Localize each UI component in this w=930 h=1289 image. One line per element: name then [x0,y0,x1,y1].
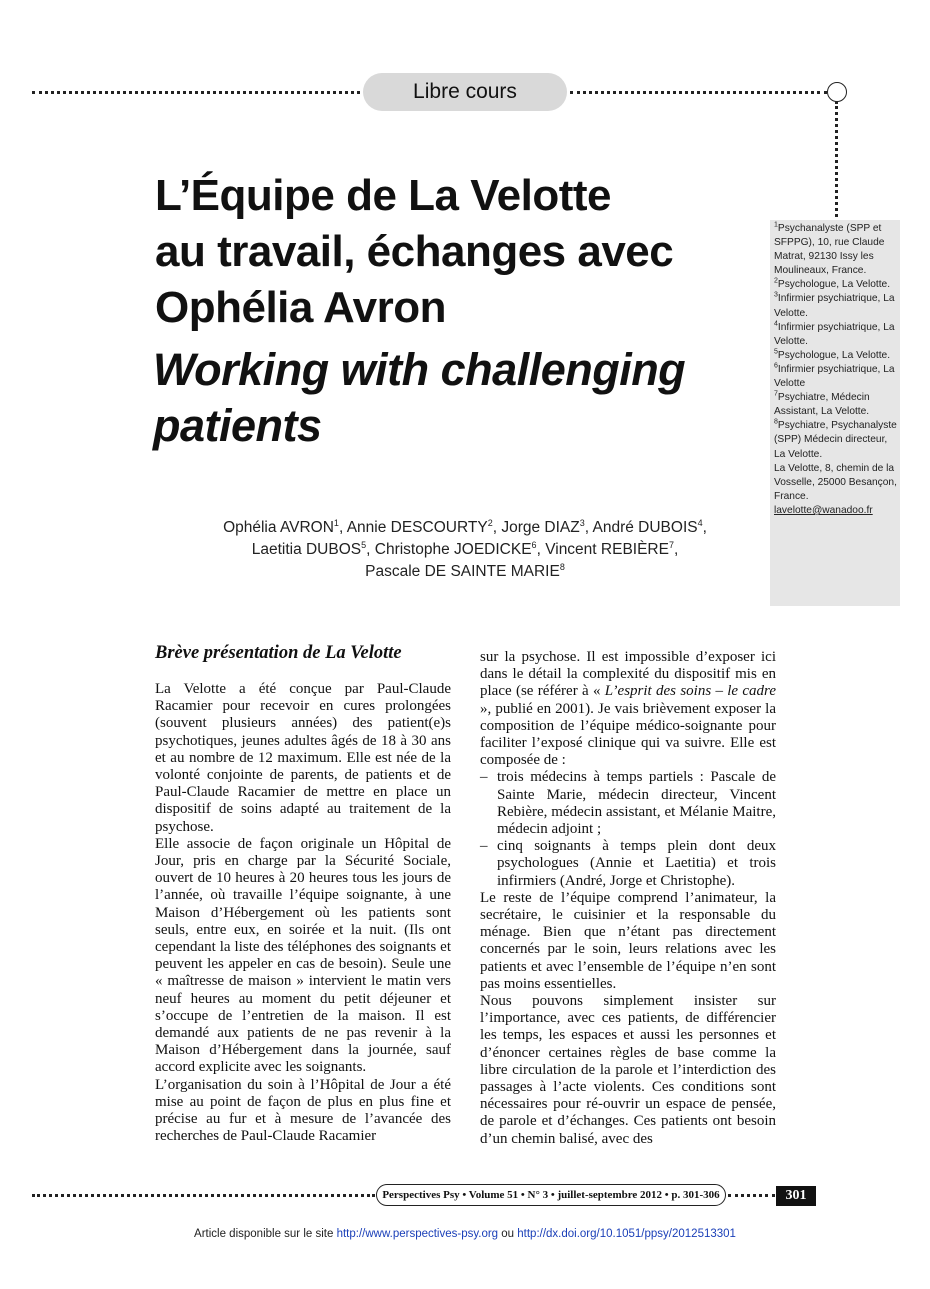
author-sup: 4 [697,517,703,528]
author-name: André DUBOIS [592,519,698,536]
header-rule-right [570,91,827,94]
availability-note: Article disponible sur le site http://www.perspectives-psy.org ou http://dx.doi.org/10.1051/ppsy/2012513301 [194,1228,736,1240]
affiliation-item: $^6$Infirmier psychiatrique, La Velotte [774,362,895,390]
affiliation-item: $^5$Psychologue, La Velotte. [774,348,891,361]
list-item: – cinq soignants à temps plein dont deux psychologues (Annie et Laetitia) et trois infirmiers (André, Jorge et Christophe). [480,838,776,890]
body-paragraph: La Velotte a été conçue par Paul-Claude Racamier pour recevoir en cures prolongées (souvent plusieurs années) des patient(e)s psychotiques, jeunes adultes âgés de 18 à 30 ans et au nombre de 12 maximum. Elle est née de la volonté conjointe de parents, de patients et de Paul-Claude Racamier de mettre en place un dispositif de soins adapté au traitement de la psychose. [155,681,451,835]
title-line: Ophélia Avron [155,283,446,332]
footer-rule-left [32,1194,375,1197]
author-sup: 8 [559,561,565,572]
side-rule-vertical [835,101,838,217]
affiliation-item: $^3$Infirmier psychiatrique, La Velotte. [774,292,895,319]
affiliation-item: $^2$Psychologue, La Velotte. [774,277,891,291]
staff-list [480,769,776,889]
author-sup: 2 [487,517,493,528]
affiliations-sidebar [770,220,900,606]
journal-site-link[interactable]: http://www.perspectives-psy.org [336,1228,499,1240]
affiliation-item: $^7$Psychiatre, Médecin Assistant, La Velotte. [774,390,870,418]
email-link[interactable]: lavelotte@wanadoo.fr [774,504,873,516]
author-name: Ophélia AVRON [223,519,334,536]
affiliation-item: $^1$Psychanalyste (SPP et SFPPG), 10, rue Claude Matrat, 92130 Issy les Moulineaux, France. [774,221,885,277]
section-heading: Brève présentation de La Velotte [155,643,402,663]
text-column-right [480,649,776,1148]
body-paragraph: Elle associe de façon originale un Hôpital de Jour, pris en charge par la Sécurité Sociale, ouvert de 10 heures à 20 heures tous les jours de l’année, où travaille l’équipe soignante, à une Maison d’Hébergement où les patients sont seuls, entre eux, en soirée et la nuit. (Ils ont cependant la liste des téléphones des soignants et peuvent les appeler en cas de besoin). Seule une « maîtresse de maison » intervient le matin vers neuf heures au moment du petit déjeuner et s’occupe de l’entretien de la maison. Il est demandé aux patients de ne pas revenir à la Maison d’Hébergement dans la journée, sauf accord explicite avec les soignants. [155,835,451,1076]
author-sup: 1 [333,517,339,528]
affiliation-item: $^4$Infirmier psychiatrique, La Velotte. [774,320,895,347]
journal-citation: Perspectives Psy • Volume 51 • N° 3 • juillet-septembre 2012 • p. 301-306 [376,1184,726,1206]
author-sup: 7 [668,539,674,550]
page-number: 301 [776,1186,816,1206]
body-paragraph: sur la psychose. Il est impossible d’exposer ici dans le détail la complexité du dispositif mis en place (se référer à « L’esprit des soins – le cadre », publié en 2001). Je vais brièvement exposer la composition de l’équipe médico-soignante pour faciliter l’exposé clinique qui va suivre. Elle est composée de : [480,649,776,769]
footer-rule-right [728,1194,775,1197]
author-name: Annie DESCOURTY [346,519,488,536]
author-list: Ophélia AVRON$^1$, Annie DESCOURTY$^2$, Jorge DIAZ$^3$, André DUBOIS$^4$, Laetitia DUBOS$^5$, Christophe JOEDICKE$^6$, Vincent REBIÈRE$^7$, Pascale DE SAINTE MARIE$^8$ [223,517,707,580]
book-title: L’esprit des soins – le cadre [604,683,776,700]
doi-link[interactable]: http://dx.doi.org/10.1051/ppsy/2012513301 [517,1228,736,1240]
section-label: Libre cours [363,73,567,111]
article-title-english [153,342,773,454]
corner-circle [827,82,847,102]
body-paragraph: Le reste de l’équipe comprend l’animateur, la secrétaire, le cuisinier et la responsable du ménage. Bien que n’étant pas directement concernés par le soin, leurs relations avec les patients et avec l’ensemble de l’équipe n’en sont pas moins essentielles. [480,889,776,992]
article-title-french [155,168,755,336]
author-sup: 5 [361,539,367,550]
author-name: Vincent REBIÈRE [545,541,669,558]
body-paragraph: Nous pouvons simplement insister sur l’importance, avec ces patients, de différencier les temps, les espaces et aussi les personnes et d’énoncer certaines règles de base comme la libre circulation de la parole et l’interdiction des passages à l’acte violents. Ces conditions sont nécessaires pour ré-ouvrir un espace de pensée, de parole et d’échanges. Ces patients ont besoin d’un chemin balisé, avec des [480,993,776,1147]
author-name: Pascale DE SAINTE MARIE [365,563,560,580]
author-sup: 3 [579,517,585,528]
author-sup: 6 [531,539,537,550]
author-name: Laetitia DUBOS [251,541,362,558]
title-line: au travail, échanges avec [155,227,674,276]
list-item: – trois médecins à temps partiels : Pascale de Sainte Marie, médecin directeur, Vincent Rebière, médecin assistant, et Mélanie Maitre, médecin adjoint ; [480,769,776,838]
body-paragraph: L’organisation du soin à l’Hôpital de Jour a été mise au point de façon de plus en plus fine et précise au fur et à mesure de l’avancée des recherches de Paul-Claude Racamier [155,1076,451,1145]
author-name: Christophe JOEDICKE [374,541,532,558]
affiliation-item: $^8$Psychiatre, Psychanalyste (SPP) Médecin directeur, La Velotte. [774,418,897,460]
postal-address: La Velotte, 8, chemin de la Vosselle, 25000 Besançon, France. [774,462,897,502]
title-line: patients [153,400,322,451]
title-line: Working with challenging [153,344,686,395]
title-line: L’Équipe de La Velotte [155,171,611,220]
text-column-left [155,681,451,1145]
author-name: Jorge DIAZ [501,519,580,536]
header-rule-left [32,91,360,94]
